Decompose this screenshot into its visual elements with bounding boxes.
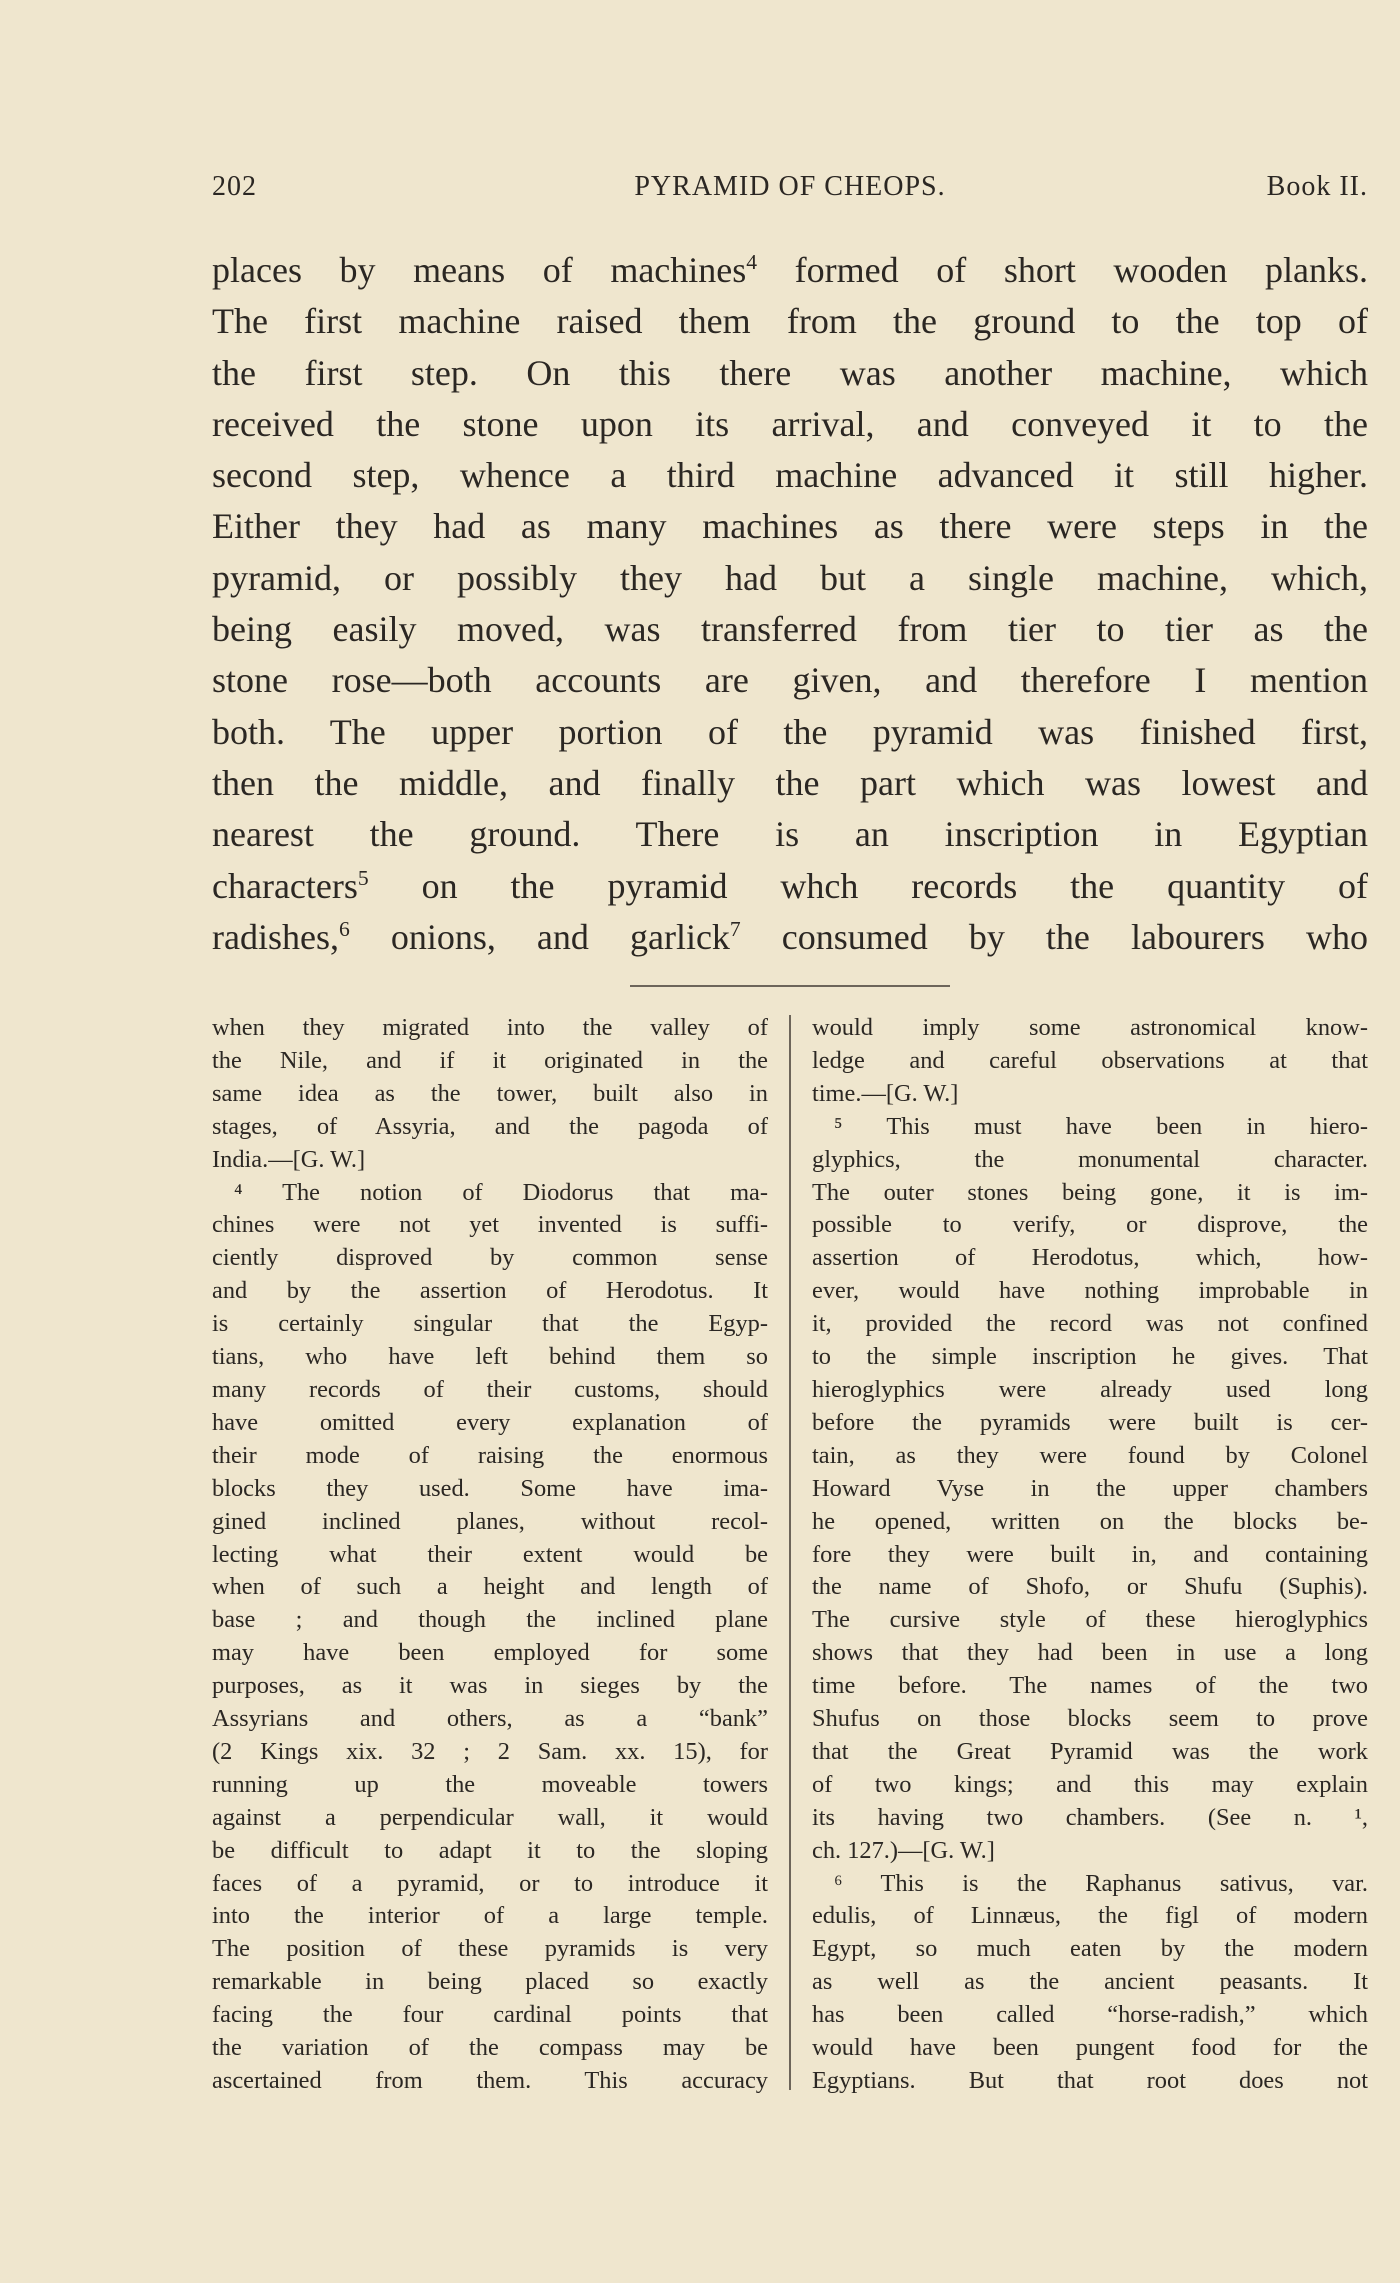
- footnote-line: Shufus on those blocks seem to prove: [812, 1705, 1368, 1733]
- footnote-line: India.—[G. W.]: [212, 1145, 366, 1173]
- main-text-line: [212, 501, 1368, 552]
- footnote-line: facing the four cardinal points that: [212, 2001, 768, 2029]
- footnote-line: into the interior of a large temple.: [212, 1902, 768, 1930]
- main-text-segment: second step, whence a third machine advanced it still higher.: [212, 455, 1368, 496]
- main-text-segment: being easily moved, was transferred from tier to tier as the: [212, 609, 1368, 650]
- main-text-segment: Either they had as many machines as there were steps in the: [212, 506, 1368, 547]
- footnote-line: would have been pungent food for the: [812, 2034, 1368, 2062]
- footnote-line: and by the assertion of Herodotus. It: [212, 1277, 768, 1305]
- footnote-line: time.—[G. W.]: [812, 1079, 959, 1107]
- footnote-line: stages, of Assyria, and the pagoda of: [212, 1112, 768, 1140]
- main-text-segment: then the middle, and finally the part which was lowest and: [212, 762, 1368, 803]
- footnote-line: ledge and careful observations at that: [812, 1046, 1368, 1074]
- footnote-reference: 6: [338, 916, 350, 941]
- footnote-line: it, provided the record was not confined: [812, 1310, 1368, 1338]
- footnote-line: he opened, written on the blocks be-: [812, 1507, 1368, 1535]
- main-text-line: [212, 348, 1368, 399]
- footnote-line: tain, as they were found by Colonel: [812, 1441, 1368, 1469]
- running-title: PYRAMID OF CHEOPS.: [634, 171, 946, 202]
- footnote-line: many records of their customs, should: [212, 1375, 768, 1403]
- footnote-line: purposes, as it was in sieges by the: [212, 1672, 768, 1700]
- footnote-line: edulis, of Linnæus, the figl of modern: [812, 1902, 1368, 1930]
- main-text-line: [212, 296, 1368, 347]
- footnote-line: blocks they used. Some have ima-: [212, 1474, 768, 1502]
- footnote-line: their mode of raising the enormous: [212, 1441, 768, 1469]
- footnote-line: Assyrians and others, as a “bank”: [212, 1705, 768, 1733]
- main-text-line: [212, 604, 1368, 655]
- footnote-line: tians, who have left behind them so: [212, 1343, 768, 1371]
- footnote-line: assertion of Herodotus, which, how-: [812, 1244, 1368, 1272]
- main-text-segment: places by means of machines: [212, 250, 747, 290]
- main-text-segment: the first step. On this there was another machine, which: [212, 352, 1368, 393]
- footnote-line: of two kings; and this may explain: [812, 1770, 1368, 1798]
- footnote-line: the variation of the compass may be: [212, 2034, 768, 2062]
- main-text-line: [212, 245, 1368, 296]
- footnote-reference: 7: [729, 916, 741, 941]
- main-text-segment: pyramid, or possibly they had but a single machine, which,: [212, 557, 1368, 598]
- main-text-line: [212, 912, 1368, 963]
- footnote-line: shows that they had been in use a long: [812, 1639, 1368, 1667]
- main-text-line: [212, 809, 1368, 860]
- footnote-line: against a perpendicular wall, it would: [212, 1803, 768, 1831]
- footnote-reference: 5: [357, 865, 369, 890]
- main-text-segment: stone rose—both accounts are given, and therefore I mention: [212, 660, 1368, 701]
- footnote-line: have omitted every explanation of: [212, 1408, 768, 1436]
- main-text-segment: onions, and garlick: [349, 916, 730, 957]
- footnote-line: gined inclined planes, without recol-: [212, 1507, 768, 1535]
- footnote-line: hieroglyphics were already used long: [812, 1375, 1368, 1403]
- page-number: 202: [212, 171, 257, 202]
- footnote-line: the name of Shofo, or Shufu (Suphis).: [812, 1573, 1368, 1601]
- footnote-line: same idea as the tower, built also in: [212, 1079, 768, 1107]
- footnote-line: time before. The names of the two: [812, 1672, 1368, 1700]
- footnote-line: (2 Kings xix. 32 ; 2 Sam. xx. 15), for: [212, 1737, 768, 1765]
- footnote-line: be difficult to adapt it to the sloping: [212, 1836, 768, 1864]
- main-text-segment: formed of short wooden planks.: [757, 250, 1368, 290]
- footnote-line: ⁴ The notion of Diodorus that ma-: [234, 1178, 768, 1206]
- main-text-segment: consumed by the labourers who: [740, 916, 1368, 957]
- main-text-line: [212, 758, 1368, 809]
- main-text-line: [212, 553, 1368, 604]
- footnote-line: its having two chambers. (See n. ¹,: [812, 1803, 1368, 1831]
- footnote-line: lecting what their extent would be: [212, 1540, 768, 1568]
- footnote-line: ascertained from them. This accuracy: [212, 2067, 768, 2094]
- footnote-line: faces of a pyramid, or to introduce it: [212, 1869, 768, 1897]
- footnote-line: running up the moveable towers: [212, 1770, 768, 1798]
- main-text-line: [212, 707, 1368, 758]
- footnote-line: before the pyramids were built is cer-: [812, 1408, 1368, 1436]
- footnote-line: as well as the ancient peasants. It: [812, 1968, 1368, 1996]
- footnote-line: ch. 127.)—[G. W.]: [812, 1836, 995, 1864]
- footnotes-right-column: [812, 1012, 1368, 2098]
- footnote-line: ever, would have nothing improbable in: [812, 1277, 1368, 1305]
- main-text-segment: on the pyramid whch records the quantity of: [368, 865, 1368, 906]
- main-text-line: [212, 399, 1368, 450]
- main-text-segment: received the stone upon its arrival, and conveyed it to the: [212, 403, 1368, 444]
- footnote-line: The cursive style of these hieroglyphics: [812, 1606, 1368, 1634]
- footnote-line: chines were not yet invented is suffi-: [212, 1211, 768, 1239]
- main-text-line: [212, 861, 1368, 912]
- book-reference: Book II.: [1266, 171, 1368, 202]
- footnote-line: when of such a height and length of: [212, 1573, 768, 1601]
- footnote-line: Howard Vyse in the upper chambers: [812, 1474, 1368, 1502]
- main-text-body: [212, 245, 1368, 963]
- footnote-line: is certainly singular that the Egyp-: [212, 1310, 768, 1338]
- footnote-line: when they migrated into the valley of: [212, 1014, 768, 1041]
- footnote-reference: 4: [746, 250, 758, 275]
- footnote-line: Egypt, so much eaten by the modern: [812, 1935, 1368, 1963]
- footnote-line: has been called “horse-radish,” which: [812, 2001, 1368, 2029]
- column-divider: [789, 1015, 791, 2090]
- footnote-line: to the simple inscription he gives. That: [812, 1343, 1368, 1371]
- footnote-line: may have been employed for some: [212, 1639, 768, 1667]
- page-header: [212, 165, 1368, 209]
- main-text-line: [212, 655, 1368, 706]
- footnote-line: The position of these pyramids is very: [212, 1935, 768, 1963]
- footnote-line: base ; and though the inclined plane: [212, 1606, 768, 1634]
- footnote-line: remarkable in being placed so exactly: [212, 1968, 768, 1996]
- main-text-segment: characters: [212, 865, 358, 906]
- main-text-segment: nearest the ground. There is an inscription in Egyptian: [212, 814, 1368, 855]
- main-text-segment: The first machine raised them from the ground to the top of: [212, 301, 1368, 342]
- footnote-line: Egyptians. But that root does not: [812, 2067, 1368, 2094]
- footnote-line: would imply some astronomical know-: [812, 1014, 1368, 1041]
- main-text-segment: radishes,: [212, 916, 339, 957]
- footnotes-left-column: [212, 1012, 768, 2098]
- footnote-line: The outer stones being gone, it is im-: [812, 1178, 1368, 1206]
- main-text-segment: both. The upper portion of the pyramid was finished first,: [212, 711, 1368, 752]
- footnote-line: that the Great Pyramid was the work: [812, 1737, 1368, 1765]
- main-text-line: [212, 450, 1368, 501]
- footnote-line: ⁵ This must have been in hiero-: [834, 1112, 1368, 1140]
- footnote-line: ⁶ This is the Raphanus sativus, var.: [834, 1869, 1368, 1897]
- footnote-separator-rule: [630, 985, 950, 987]
- footnote-line: the Nile, and if it originated in the: [212, 1046, 768, 1074]
- footnote-line: fore they were built in, and containing: [812, 1540, 1368, 1568]
- footnote-line: glyphics, the monumental character.: [812, 1145, 1368, 1173]
- footnote-line: possible to verify, or disprove, the: [812, 1211, 1368, 1239]
- footnote-line: ciently disproved by common sense: [212, 1244, 768, 1272]
